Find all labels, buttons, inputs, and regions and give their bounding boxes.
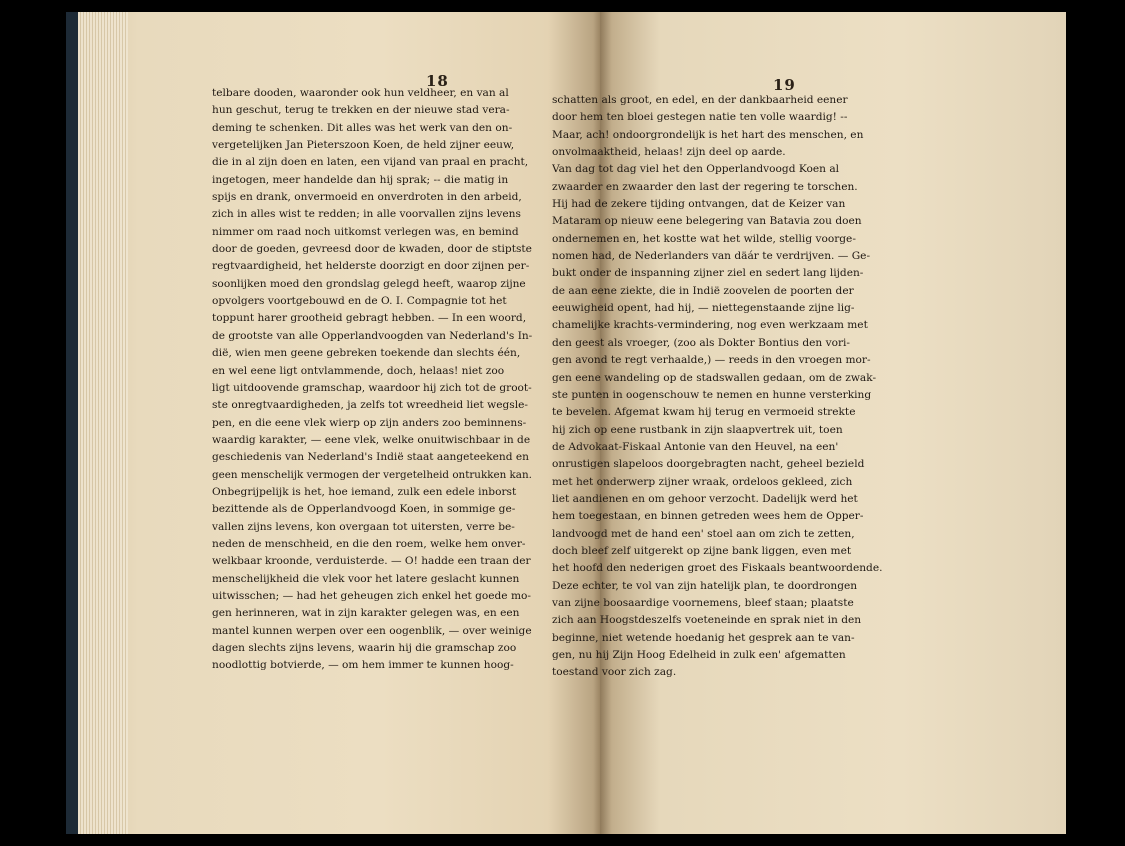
text-line <box>552 352 942 369</box>
text-line-content: welkbaar kroonde, verduisterde. — O! hadde een traan der <box>212 555 531 568</box>
text-line-content: nomen had, de Nederlanders van däár te verdrijven. — Ge- <box>552 250 871 263</box>
text-line-content: onvolmaaktheid, helaas! zijn deel op aarde. <box>552 146 786 159</box>
text-line-content: geschiedenis van Nederland's Indië staat aangeteekend en <box>212 451 529 464</box>
text-line <box>212 345 532 362</box>
text-line <box>552 612 942 629</box>
text-line-content: zich in alles wist te redden; in alle voorvallen zijns levens <box>212 208 521 221</box>
text-line-content: deming te schenken. Dit alles was het werk van den on- <box>212 121 513 134</box>
text-line-content: de Advokaat-Fiskaal Antonie van den Heuvel, na een' <box>552 440 839 453</box>
text-line <box>212 276 532 293</box>
text-line-content: Onbegrijpelijk is het, hoe iemand, zulk een edele inborst <box>212 485 517 498</box>
text-line-content: dië, wien men geene gebreken toekende dan slechts één, <box>212 347 521 360</box>
text-line-content: gen herinneren, wat in zijn karakter gelegen was, en een <box>212 607 520 620</box>
page-fore-edge <box>78 12 128 834</box>
text-line-content: chamelijke krachts-vermindering, nog even werkzaam met <box>552 319 868 332</box>
text-line <box>212 623 532 640</box>
text-line-content: noodlottig botvierde, — om hem immer te kunnen hoog- <box>212 659 514 672</box>
text-line <box>552 161 942 178</box>
text-line-content: Mataram op nieuw eene belegering van Batavia zou doen <box>552 215 862 228</box>
text-line-content: zwaarder en zwaarder den last der regering te torschen. <box>552 180 858 193</box>
text-line-content: geen menschelijk vermogen der vergetelheid ontrukken kan. <box>212 468 532 481</box>
text-line-content: de aan eene ziekte, die in Indië zoovelen de poorten der <box>552 284 854 297</box>
text-line <box>552 595 942 612</box>
text-line-content: hun geschut, terug te trekken en der nieuwe stad vera- <box>212 104 510 117</box>
text-line <box>552 109 942 126</box>
text-line <box>552 387 942 404</box>
text-line-content: opvolgers voortgebouwd en de O. I. Compagnie tot het <box>212 295 507 308</box>
text-line-content: pen, en die eene vlek wierp op zijn anders zoo beminnens- <box>212 416 527 429</box>
text-line <box>552 630 942 647</box>
text-line <box>212 380 532 397</box>
text-line-content: dagen slechts zijns levens, waarin hij die gramschap zoo <box>212 642 517 654</box>
text-line <box>212 519 532 536</box>
text-line-content: neden de menschheid, en die den roem, welke hem onver- <box>212 537 526 550</box>
text-line-content: beginne, niet wetende hoedanig het gesprek aan te van- <box>552 631 855 644</box>
text-line <box>552 196 942 213</box>
text-line-content: bukt onder de inspanning zijner ziel en sedert lang lijden- <box>552 267 864 280</box>
text-line-content: den geest als vroeger, (zoo als Dokter Bontius den vori- <box>552 336 851 349</box>
text-line-content: hem toegestaan, en binnen getreden wees hem de Opper- <box>552 510 864 523</box>
text-line <box>212 363 532 380</box>
text-line-content: door de goeden, gevreesd door de kwaden, door de stiptste <box>212 243 532 256</box>
text-line <box>552 474 942 491</box>
text-line <box>552 92 942 109</box>
text-line <box>552 491 942 508</box>
text-line <box>552 508 942 525</box>
text-line <box>552 543 942 560</box>
text-line <box>212 172 532 189</box>
text-line <box>212 85 532 102</box>
text-line-content: toppunt harer grootheid gebragt hebben. — In een woord, <box>212 312 527 325</box>
text-line-content: Deze echter, te vol van zijn hatelijk plan, te doordrongen <box>552 579 858 592</box>
text-line-content: eeuwigheid opent, had hij, — niettegenstaande zijne lig- <box>552 302 855 315</box>
text-line-content: ste onregtvaardigheden, ja zelfs tot wreedheid liet wegsle- <box>212 399 528 412</box>
text-line-content: die in al zijn doen en laten, een vijand van praal en pracht, <box>212 156 529 169</box>
text-line-content: Hij had de zekere tijding ontvangen, dat de Keizer van <box>552 198 846 211</box>
text-line <box>212 328 532 345</box>
text-line-content: vallen zijns levens, kon overgaan tot uitersten, verre be- <box>212 520 515 533</box>
right-page-body <box>552 92 942 682</box>
text-line-content: van zijne boosaardige voornemens, bleef staan; plaatste <box>552 596 854 609</box>
text-line-content: schatten als groot, en edel, en der dankbaarheid eener <box>552 94 848 106</box>
text-line <box>212 605 532 622</box>
left-page-body <box>212 85 532 675</box>
text-line-content: gen, nu hij Zijn Hoog Edelheid in zulk een' afgematten <box>552 649 846 661</box>
left-page-number: 18 <box>426 72 449 90</box>
text-line-content: te bevelen. Afgemat kwam hij terug en vermoeid strekte <box>552 406 856 419</box>
text-line <box>212 657 532 674</box>
text-line-content: Maar, ach! ondoorgrondelijk is het hart des menschen, en <box>552 128 864 141</box>
text-line <box>212 310 532 327</box>
text-line <box>212 293 532 310</box>
text-line-content: doch bleef zelf uitgerekt op zijne bank liggen, even met <box>552 544 852 557</box>
text-line-content: spijs en drank, onvermoeid en onverdroten in den arbeid, <box>212 191 522 204</box>
text-line <box>212 640 532 657</box>
text-line <box>552 578 942 595</box>
text-line <box>212 449 532 466</box>
text-line-content: bezittende als de Opperlandvoogd Koen, in sommige ge- <box>212 503 516 516</box>
text-line <box>212 484 532 501</box>
text-line-content: hij zich op eene rustbank in zijn slaapvertrek uit, toen <box>552 423 843 436</box>
text-line-content: onrustigen slapeloos doorgebragten nacht, geheel bezield <box>552 458 865 471</box>
text-line <box>552 144 942 161</box>
text-line-content: menschelijkheid die vlek voor het latere geslacht kunnen <box>212 572 520 585</box>
text-line <box>552 370 942 387</box>
text-line <box>212 137 532 154</box>
text-line <box>552 231 942 248</box>
text-line <box>552 335 942 352</box>
text-line-content: liet aandienen en om gehoor verzocht. Dadelijk werd het <box>552 492 858 505</box>
text-line <box>212 536 532 553</box>
text-line-content: ingetogen, meer handelde dan hij sprak; -- die matig in <box>212 173 509 186</box>
text-line <box>552 664 942 681</box>
text-line-content: gen avond te regt verhaalde,) — reeds in den vroegen mor- <box>552 354 871 367</box>
text-line <box>552 560 942 577</box>
text-line <box>212 258 532 275</box>
text-line-content: gen eene wandeling op de stadswallen gedaan, om de zwak- <box>552 371 877 384</box>
text-line <box>552 422 942 439</box>
text-line-content: soonlijken moed den grondslag gelegd heeft, waarop zijne <box>212 277 526 290</box>
text-line <box>212 553 532 570</box>
text-line <box>212 571 532 588</box>
text-line <box>552 300 942 317</box>
text-line-content: landvoogd met de hand een' stoel aan om zich te zetten, <box>552 527 855 540</box>
text-line <box>212 241 532 258</box>
text-line-content: uitwisschen; — had het geheugen zich enkel het goede mo- <box>212 589 531 602</box>
text-line <box>212 467 532 484</box>
text-line <box>552 439 942 456</box>
text-line-content: nimmer om raad noch uitkomst verlegen was, en bemind <box>212 225 519 238</box>
text-line-content: en wel eene ligt ontvlammende, doch, helaas! niet zoo <box>212 364 505 377</box>
text-line <box>552 213 942 230</box>
text-line-content: mantel kunnen werpen over een oogenblik, — over weinige <box>212 624 532 637</box>
text-line-content: door hem ten bloei gestegen natie ten volle waardig! -- <box>552 111 848 124</box>
text-line <box>552 647 942 664</box>
text-line <box>212 415 532 432</box>
text-line <box>212 432 532 449</box>
text-line <box>552 404 942 421</box>
text-line <box>552 127 942 144</box>
text-line <box>212 102 532 119</box>
text-line-content: Van dag tot dag viel het den Opperlandvoogd Koen al <box>552 163 840 176</box>
text-line <box>552 265 942 282</box>
text-line-content: het hoofd den nederigen groet des Fiskaals beantwoordende. <box>552 562 883 575</box>
text-line-content: waardig karakter, — eene vlek, welke onuitwischbaar in de <box>212 433 531 446</box>
text-line-content: ste punten in oogenschouw te nemen en hunne versterking <box>552 388 872 401</box>
text-line <box>212 120 532 137</box>
text-line-content: zich aan Hoogstdeszelfs voeteneinde en sprak niet in den <box>552 614 862 627</box>
text-line <box>212 189 532 206</box>
text-line <box>212 206 532 223</box>
text-line-content: telbare dooden, waaronder ook hun veldheer, en van al <box>212 87 509 99</box>
text-line-content: ondernemen en, het kostte wat het wilde, stellig voorge- <box>552 232 856 245</box>
text-line <box>552 317 942 334</box>
text-line <box>552 456 942 473</box>
text-line <box>552 248 942 265</box>
text-line <box>212 224 532 241</box>
text-line-content: met het onderwerp zijner wraak, ordeloos gekleed, zich <box>552 475 853 488</box>
text-line <box>552 179 942 196</box>
text-line <box>212 154 532 171</box>
text-line-content: ligt uitdoovende gramschap, waardoor hij zich tot de groot- <box>212 381 532 394</box>
text-line <box>552 526 942 543</box>
text-line-content: vergetelijken Jan Pieterszoon Koen, de held zijner eeuw, <box>212 139 515 152</box>
text-line <box>212 397 532 414</box>
text-line-content: regtvaardigheid, het helderste doorzigt en door zijnen per- <box>212 260 530 273</box>
text-line <box>212 501 532 518</box>
text-line <box>212 588 532 605</box>
text-line-content: de grootste van alle Opperlandvoogden van Nederland's In- <box>212 329 532 342</box>
text-line-content: toestand voor zich zag. <box>552 666 677 679</box>
right-page-number: 19 <box>773 76 796 94</box>
text-line <box>552 283 942 300</box>
